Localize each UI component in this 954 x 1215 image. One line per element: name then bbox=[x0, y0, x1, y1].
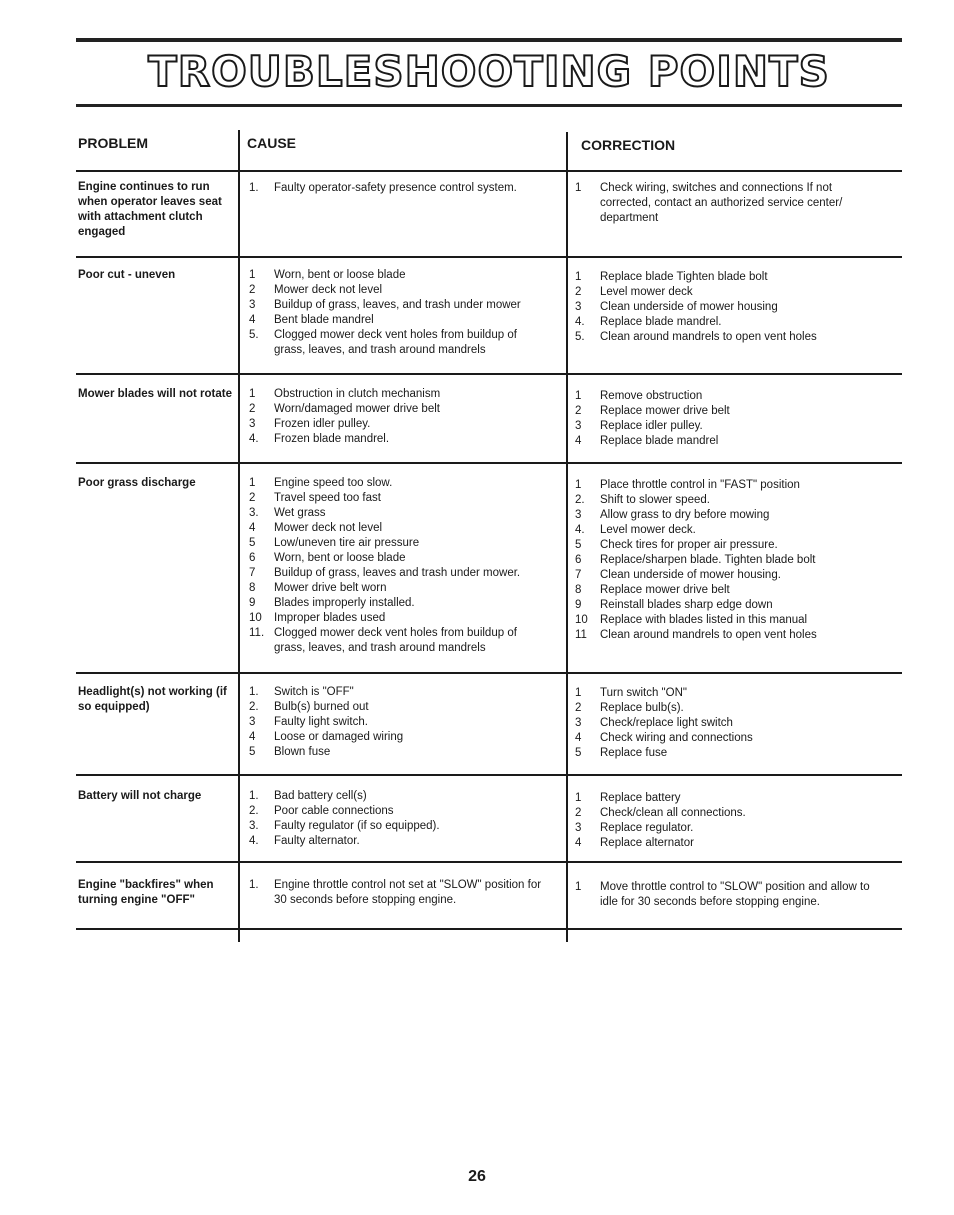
problem-text: Poor grass discharge bbox=[78, 477, 196, 489]
cause-text: Low/uneven tire air pressure bbox=[274, 537, 420, 549]
correction-item bbox=[575, 508, 875, 523]
correction-number: 2. bbox=[575, 494, 585, 506]
cause-list bbox=[249, 387, 549, 447]
cause-item bbox=[249, 268, 549, 283]
cause-item bbox=[249, 745, 549, 760]
correction-number: 3 bbox=[575, 420, 582, 432]
cause-number: 3 bbox=[249, 418, 256, 430]
cause-number: 1 bbox=[249, 388, 256, 400]
cause-number: 5 bbox=[249, 746, 256, 758]
correction-item bbox=[575, 434, 875, 449]
correction-number: 5 bbox=[575, 747, 582, 759]
correction-text: Check wiring, switches and connections If not corrected, contact an authorized service center/ department bbox=[600, 182, 843, 224]
correction-item bbox=[575, 836, 875, 851]
cause-text: Improper blades used bbox=[274, 612, 386, 624]
correction-item bbox=[575, 806, 875, 821]
cause-list bbox=[249, 685, 549, 760]
problem-text: Poor cut - uneven bbox=[78, 269, 176, 281]
cause-number: 6 bbox=[249, 552, 256, 564]
row-divider bbox=[76, 774, 902, 776]
cause-text: Engine throttle control not set at "SLOW" position for 30 seconds before stopping engine. bbox=[274, 879, 542, 906]
cause-text: Worn/damaged mower drive belt bbox=[274, 403, 440, 415]
correction-item bbox=[575, 404, 875, 419]
cause-number: 1 bbox=[249, 477, 256, 489]
correction-item bbox=[575, 419, 875, 434]
correction-text: Clean around mandrels to open vent holes bbox=[600, 331, 817, 343]
correction-list bbox=[575, 181, 875, 226]
cause-number: 8 bbox=[249, 582, 256, 594]
correction-item bbox=[575, 880, 875, 910]
cause-item bbox=[249, 789, 549, 804]
row-divider bbox=[76, 256, 902, 258]
cause-text: Worn, bent or loose blade bbox=[274, 269, 406, 281]
cause-item bbox=[249, 611, 549, 626]
cause-text: Buildup of grass, leaves, and trash under mower bbox=[274, 299, 521, 311]
correction-number: 1 bbox=[575, 881, 582, 893]
row-divider bbox=[76, 170, 902, 172]
correction-number: 2 bbox=[575, 702, 582, 714]
correction-number: 9 bbox=[575, 599, 582, 611]
cause-number: 3. bbox=[249, 507, 259, 519]
correction-text: Level mower deck bbox=[600, 286, 693, 298]
cause-number: 3 bbox=[249, 716, 256, 728]
cause-number: 5 bbox=[249, 537, 256, 549]
cause-item bbox=[249, 626, 549, 656]
correction-number: 5 bbox=[575, 539, 582, 551]
cause-item bbox=[249, 298, 549, 313]
correction-text: Place throttle control in "FAST" position bbox=[600, 479, 800, 491]
cause-text: Bulb(s) burned out bbox=[274, 701, 369, 713]
correction-number: 5. bbox=[575, 331, 585, 343]
cause-text: Frozen blade mandrel. bbox=[274, 433, 390, 445]
row-divider bbox=[76, 861, 902, 863]
correction-text: Move throttle control to "SLOW" position and allow to idle for 30 seconds before stopping engine. bbox=[600, 881, 870, 908]
cause-number: 2 bbox=[249, 403, 256, 415]
column-divider-left bbox=[238, 130, 240, 942]
cause-item bbox=[249, 685, 549, 700]
correction-text: Allow grass to dry before mowing bbox=[600, 509, 770, 521]
correction-item bbox=[575, 493, 875, 508]
correction-number: 4. bbox=[575, 524, 585, 536]
correction-number: 2 bbox=[575, 405, 582, 417]
correction-number: 4. bbox=[575, 316, 585, 328]
cause-number: 4. bbox=[249, 433, 259, 445]
cause-item bbox=[249, 283, 549, 298]
cause-list bbox=[249, 789, 549, 849]
correction-number: 1 bbox=[575, 390, 582, 402]
cause-text: Buildup of grass, leaves and trash under mower. bbox=[274, 567, 521, 579]
title-banner bbox=[76, 38, 902, 107]
cause-text: Engine speed too slow. bbox=[274, 477, 393, 489]
cause-number: 3 bbox=[249, 299, 256, 311]
problem-text: Battery will not charge bbox=[78, 790, 202, 802]
correction-item bbox=[575, 568, 875, 583]
correction-number: 2 bbox=[575, 807, 582, 819]
cause-text: Frozen idler pulley. bbox=[274, 418, 371, 430]
correction-item bbox=[575, 583, 875, 598]
cause-item bbox=[249, 819, 549, 834]
cause-number: 1. bbox=[249, 686, 259, 698]
correction-list bbox=[575, 686, 875, 761]
correction-item bbox=[575, 746, 875, 761]
correction-number: 4 bbox=[575, 435, 582, 447]
cause-number: 9 bbox=[249, 597, 256, 609]
correction-text: Level mower deck. bbox=[600, 524, 696, 536]
correction-number: 10 bbox=[575, 614, 588, 626]
correction-number: 1 bbox=[575, 687, 582, 699]
correction-text: Replace mower drive belt bbox=[600, 405, 730, 417]
correction-text: Replace bulb(s). bbox=[600, 702, 684, 714]
correction-number: 3 bbox=[575, 717, 582, 729]
cause-item bbox=[249, 181, 549, 196]
correction-text: Replace mower drive belt bbox=[600, 584, 730, 596]
correction-text: Replace blade mandrel. bbox=[600, 316, 722, 328]
correction-number: 4 bbox=[575, 837, 582, 849]
cause-item bbox=[249, 551, 549, 566]
correction-number: 3 bbox=[575, 822, 582, 834]
cause-item bbox=[249, 476, 549, 491]
cause-number: 4 bbox=[249, 522, 256, 534]
correction-text: Shift to slower speed. bbox=[600, 494, 710, 506]
cause-text: Mower drive belt worn bbox=[274, 582, 387, 594]
correction-text: Clean underside of mower housing bbox=[600, 301, 778, 313]
cause-text: Blades improperly installed. bbox=[274, 597, 415, 609]
correction-number: 1 bbox=[575, 792, 582, 804]
correction-item bbox=[575, 478, 875, 493]
correction-item bbox=[575, 523, 875, 538]
correction-text: Replace battery bbox=[600, 792, 681, 804]
correction-number: 4 bbox=[575, 732, 582, 744]
cause-number: 1 bbox=[249, 269, 256, 281]
cause-item bbox=[249, 491, 549, 506]
correction-item bbox=[575, 613, 875, 628]
cause-text: Worn, bent or loose blade bbox=[274, 552, 406, 564]
cause-item bbox=[249, 730, 549, 745]
correction-text: Replace/sharpen blade. Tighten blade bolt bbox=[600, 554, 816, 566]
cause-text: Loose or damaged wiring bbox=[274, 731, 404, 743]
cause-item bbox=[249, 402, 549, 417]
correction-item bbox=[575, 731, 875, 746]
correction-number: 8 bbox=[575, 584, 582, 596]
correction-number: 1 bbox=[575, 271, 582, 283]
cause-text: Faulty alternator. bbox=[274, 835, 360, 847]
correction-list bbox=[575, 389, 875, 449]
problem-text: Mower blades will not rotate bbox=[78, 388, 232, 400]
correction-item bbox=[575, 389, 875, 404]
cause-number: 1. bbox=[249, 790, 259, 802]
header-problem: PROBLEM bbox=[78, 135, 148, 151]
page-number: 26 bbox=[468, 1168, 486, 1185]
cause-item bbox=[249, 715, 549, 730]
cause-item bbox=[249, 432, 549, 447]
cause-text: Blown fuse bbox=[274, 746, 331, 758]
cause-text: Obstruction in clutch mechanism bbox=[274, 388, 441, 400]
correction-text: Replace blade mandrel bbox=[600, 435, 719, 447]
correction-text: Turn switch "ON" bbox=[600, 687, 687, 699]
column-divider-right bbox=[566, 132, 568, 942]
cause-item bbox=[249, 804, 549, 819]
problem-text: Engine "backfires" when turning engine "OFF" bbox=[78, 879, 214, 906]
cause-item bbox=[249, 521, 549, 536]
row-divider bbox=[76, 672, 902, 674]
correction-item bbox=[575, 285, 875, 300]
correction-number: 1 bbox=[575, 479, 582, 491]
correction-item bbox=[575, 821, 875, 836]
correction-text: Replace idler pulley. bbox=[600, 420, 703, 432]
cause-item bbox=[249, 313, 549, 328]
cause-list bbox=[249, 878, 549, 908]
correction-list bbox=[575, 478, 875, 643]
cause-item bbox=[249, 536, 549, 551]
cause-text: Faulty light switch. bbox=[274, 716, 368, 728]
cause-item bbox=[249, 878, 549, 908]
cause-number: 4. bbox=[249, 835, 259, 847]
header-cause: CAUSE bbox=[247, 135, 297, 151]
cause-text: Clogged mower deck vent holes from buildup of grass, leaves, and trash around mandrels bbox=[274, 329, 517, 356]
correction-item bbox=[575, 628, 875, 643]
problem-text: Engine continues to run when operator leaves seat with attachment clutch engaged bbox=[78, 181, 222, 238]
correction-text: Check tires for proper air pressure. bbox=[600, 539, 778, 551]
correction-text: Clean underside of mower housing. bbox=[600, 569, 781, 581]
header-correction: CORRECTION bbox=[581, 137, 676, 153]
cause-list bbox=[249, 476, 549, 656]
page-title: TROUBLESHOOTING POINTS bbox=[148, 47, 830, 96]
cause-item bbox=[249, 417, 549, 432]
correction-text: Replace blade Tighten blade bolt bbox=[600, 271, 768, 283]
cause-number: 2 bbox=[249, 492, 256, 504]
correction-text: Reinstall blades sharp edge down bbox=[600, 599, 773, 611]
cause-text: Bent blade mandrel bbox=[274, 314, 374, 326]
correction-text: Replace fuse bbox=[600, 747, 668, 759]
correction-text: Clean around mandrels to open vent holes bbox=[600, 629, 817, 641]
cause-number: 2. bbox=[249, 701, 259, 713]
cause-text: Wet grass bbox=[274, 507, 326, 519]
cause-text: Switch is "OFF" bbox=[274, 686, 354, 698]
cause-number: 5. bbox=[249, 329, 259, 341]
cause-text: Faulty regulator (if so equipped). bbox=[274, 820, 440, 832]
cause-item bbox=[249, 506, 549, 521]
correction-item bbox=[575, 330, 875, 345]
correction-text: Check/clean all connections. bbox=[600, 807, 746, 819]
cause-item bbox=[249, 387, 549, 402]
correction-text: Check wiring and connections bbox=[600, 732, 753, 744]
correction-item bbox=[575, 716, 875, 731]
cause-list bbox=[249, 181, 549, 196]
correction-item bbox=[575, 701, 875, 716]
cause-number: 2. bbox=[249, 805, 259, 817]
correction-item bbox=[575, 791, 875, 806]
cause-number: 10 bbox=[249, 612, 262, 624]
correction-item bbox=[575, 315, 875, 330]
correction-number: 2 bbox=[575, 286, 582, 298]
correction-number: 7 bbox=[575, 569, 582, 581]
correction-item bbox=[575, 181, 875, 226]
correction-number: 1 bbox=[575, 182, 582, 194]
correction-item bbox=[575, 300, 875, 315]
row-divider bbox=[76, 928, 902, 930]
correction-item bbox=[575, 686, 875, 701]
cause-number: 1. bbox=[249, 182, 259, 194]
cause-item bbox=[249, 834, 549, 849]
correction-text: Check/replace light switch bbox=[600, 717, 733, 729]
correction-number: 11 bbox=[575, 629, 587, 641]
correction-list bbox=[575, 880, 875, 910]
correction-number: 3 bbox=[575, 509, 582, 521]
cause-list bbox=[249, 268, 549, 358]
cause-text: Mower deck not level bbox=[274, 284, 383, 296]
correction-item bbox=[575, 553, 875, 568]
cause-item bbox=[249, 596, 549, 611]
cause-item bbox=[249, 581, 549, 596]
correction-text: Replace regulator. bbox=[600, 822, 694, 834]
problem-text: Headlight(s) not working (if so equipped) bbox=[78, 686, 227, 713]
cause-number: 4 bbox=[249, 314, 256, 326]
correction-number: 3 bbox=[575, 301, 582, 313]
cause-number: 4 bbox=[249, 731, 256, 743]
cause-number: 7 bbox=[249, 567, 256, 579]
cause-text: Clogged mower deck vent holes from buildup of grass, leaves, and trash around mandrels bbox=[274, 627, 517, 654]
correction-number: 6 bbox=[575, 554, 582, 566]
cause-text: Travel speed too fast bbox=[274, 492, 381, 504]
correction-item bbox=[575, 538, 875, 553]
correction-item bbox=[575, 270, 875, 285]
correction-text: Remove obstruction bbox=[600, 390, 703, 402]
cause-item bbox=[249, 328, 549, 358]
cause-number: 1. bbox=[249, 879, 259, 891]
correction-text: Replace with blades listed in this manual bbox=[600, 614, 808, 626]
correction-item bbox=[575, 598, 875, 613]
cause-text: Bad battery cell(s) bbox=[274, 790, 367, 802]
row-divider bbox=[76, 373, 902, 375]
row-divider bbox=[76, 462, 902, 464]
correction-list bbox=[575, 270, 875, 345]
cause-number: 2 bbox=[249, 284, 256, 296]
cause-number: 3. bbox=[249, 820, 259, 832]
cause-text: Poor cable connections bbox=[274, 805, 394, 817]
cause-number: 11. bbox=[249, 627, 265, 639]
cause-text: Faulty operator-safety presence control system. bbox=[274, 182, 517, 194]
cause-item bbox=[249, 566, 549, 581]
correction-list bbox=[575, 791, 875, 851]
correction-text: Replace alternator bbox=[600, 837, 694, 849]
cause-text: Mower deck not level bbox=[274, 522, 383, 534]
cause-item bbox=[249, 700, 549, 715]
